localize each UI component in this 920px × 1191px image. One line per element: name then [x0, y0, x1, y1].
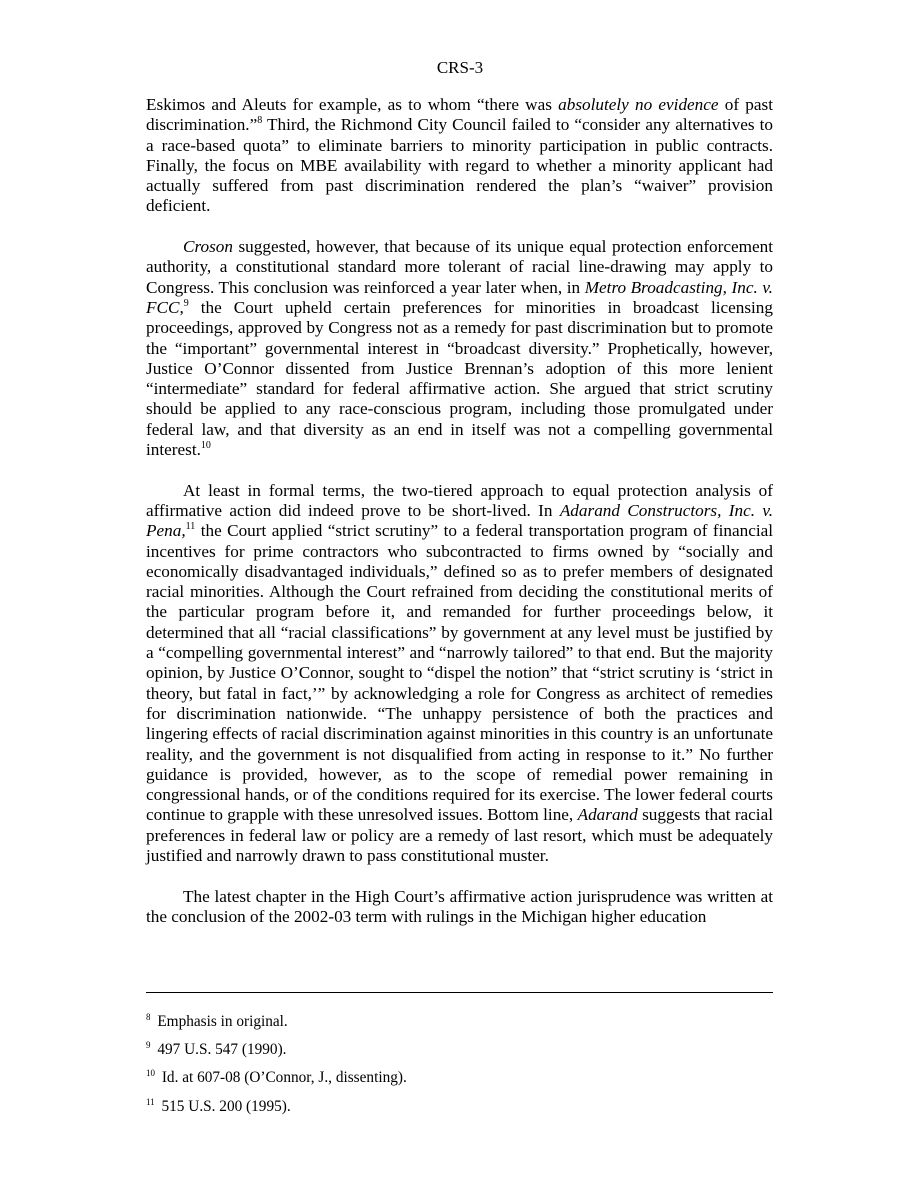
text-run: , — [179, 297, 184, 317]
footnote-10 — [146, 1068, 773, 1096]
text-run: Third, the Richmond City Council failed to “consider any alternatives to a race-based quota” to eliminate barriers to minority participation in public contracts. Finally, the focus on MBE availability with regard to whether a minority applicant had actually suffered from past discrimination rendered the plan’s “waiver” provision deficient. — [146, 115, 773, 216]
footnote-9 — [146, 1040, 773, 1068]
footnote-ref-8[interactable]: 8 — [257, 115, 263, 127]
footnote-ref-10[interactable]: 10 — [200, 440, 211, 452]
footnote-text: Emphasis in original. — [153, 1013, 288, 1030]
footnote-text: 497 U.S. 547 (1990). — [153, 1041, 287, 1059]
footnote-11 — [146, 1097, 773, 1125]
text-run: At least in formal terms, the two-tiered approach to equal protection analysis of affirmative action did indeed prove to be short-lived. In — [146, 480, 773, 520]
footnotes — [146, 1012, 773, 1125]
case-name: Adarand — [577, 805, 638, 825]
paragraph-1 — [146, 95, 773, 217]
text-run: of past discrimination.” — [146, 95, 773, 135]
text-run: suggests that racial preferences in federal law or policy are a remedy of last resort, which must be adequately justified and narrowly drawn to pass constitutional muster. — [146, 805, 773, 865]
case-name: Adarand Constructors, Inc. v. Pena, — [146, 500, 773, 541]
text-run: The latest chapter in the High Court’s affirmative action jurisprudence was written at the conclusion of the 2002-03 term with rulings in the Michigan higher education — [146, 886, 773, 926]
text-run: the Court applied “strict scrutiny” to a federal transportation program of financial incentives for prime contractors who subcontracted to firms owned by “socially and economically disadvantaged individuals,” defined so as to prefer members of designated racial minorities. Although the Court refrained from deciding the constitutional merits of the particular program before it, and remanded for further proceedings below, it determined that all “racial classifications” by government at any level must be justified by a “compelling governmental interest” and “narrowly tailored” to that end. But the majority opinion, by Justice O’Connor, sought to “dispel the notion” that “strict scrutiny is ‘strict in theory, but fatal in fact,’” by acknowledging a role for Congress as architect of remedies for discrimination nationwide. “The unhappy persistence of both the practices and lingering effects of racial discrimination against minorities in this country is an unfortunate reality, and the government is not disqualified from acting in response to it.” No further guidance is provided, however, as to the scope of remedial power remaining in congressional hands, or of the conditions required for its exercise. The lower federal courts continue to grapple with these unresolved issues. Bottom line, — [146, 521, 773, 825]
footnote-number: 11 — [146, 1096, 155, 1107]
case-name: Metro Broadcasting, Inc. v. FCC — [146, 277, 773, 317]
paragraph-3 — [146, 481, 773, 867]
paragraph-4 — [146, 887, 773, 928]
page-header: CRS-3 — [436, 58, 484, 77]
footnote-number: 9 — [146, 1040, 151, 1051]
text-run: suggested, however, that because of its unique equal protection enforcement authority, a constitutional standard more tolerant of racial line-drawing may apply to Congress. This conclusion was reinforced a year later when, in — [146, 237, 773, 297]
footnote-ref-9[interactable]: 9 — [183, 297, 189, 309]
footnote-divider — [146, 992, 773, 993]
text-run: Eskimos and Aleuts for example, as to whom “there was — [146, 95, 559, 114]
body-text — [146, 95, 773, 927]
footnote-8 — [146, 1012, 773, 1040]
paragraph-2 — [146, 237, 773, 460]
emphasis-text: absolutely no evidence — [558, 95, 719, 114]
footnote-number: 8 — [146, 1012, 151, 1022]
footnote-ref-11[interactable]: 11 — [185, 521, 196, 533]
text-run: the Court upheld certain preferences for minorities in broadcast licensing proceedings, approved by Congress not as a remedy for past discrimination but to promote the “important” governmental interest in “broadcast diversity.” Prophetically, however, Justice O’Connor dissented from Justice Brennan’s adoption of this more lenient “intermediate” standard for federal affirmative action. She argued that strict scrutiny should be applied to any race-conscious program, including those promulgated under federal law, and that diversity as an end in itself was not a compelling governmental interest. — [146, 297, 773, 460]
footnote-text: Id. at 607-08 (O’Connor, J., dissenting). — [158, 1069, 407, 1087]
case-name: Croson — [183, 237, 233, 257]
footnote-text: 515 U.S. 200 (1995). — [157, 1097, 291, 1115]
footnote-number: 10 — [146, 1068, 155, 1079]
